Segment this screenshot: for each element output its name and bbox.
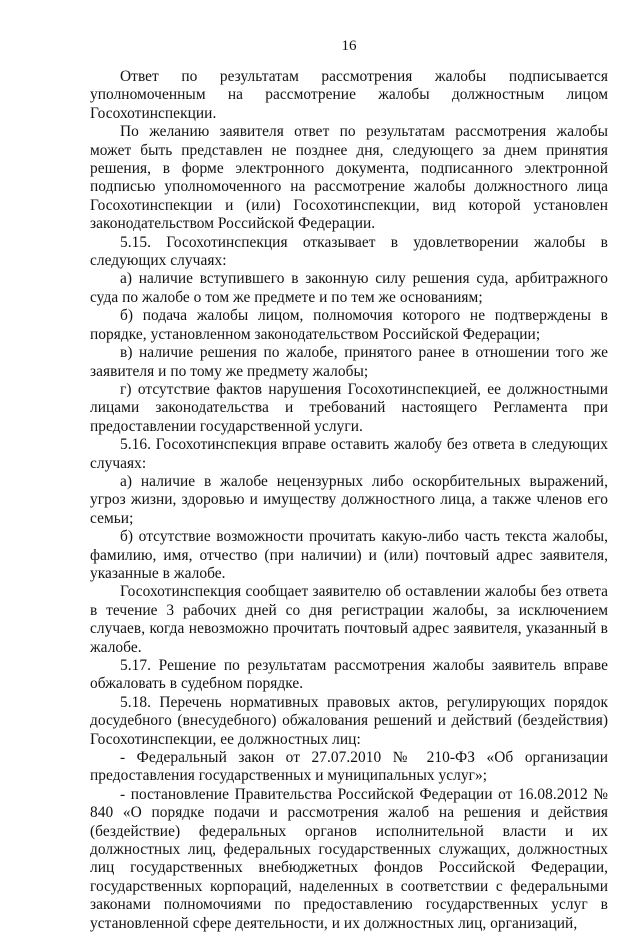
list-item-federal-law: - Федеральный закон от 27.07.2010 № 210-ФЗ «Об организации предоставления государственных и муниципальных услуг»; xyxy=(90,749,608,785)
paragraph-notification: Госохотинспекция сообщает заявителю об оставлении жалобы без ответа в течение 3 рабочих дней со дня регистрации жалобы, за исключением случаев, когда невозможно прочитать почтовый адрес заявителя, указанный в жалобе. xyxy=(90,583,608,656)
paragraph-answer-signed: Ответ по результатам рассмотрения жалобы подписывается уполномоченным на рассмотрение жалобы должностным лицом Госохотинспекции. xyxy=(90,68,608,122)
paragraph-5-17: 5.17. Решение по результатам рассмотрения жалобы заявитель вправе обжаловать в судебном порядке. xyxy=(90,657,608,693)
paragraph-5-15: 5.15. Госохотинспекция отказывает в удовлетворении жалобы в следующих случаях: xyxy=(90,233,608,270)
paragraph-5-16: 5.16. Госохотинспекция вправе оставить жалобу без ответа в следующих случаях: xyxy=(90,436,608,472)
paragraph-electronic-answer: По желанию заявителя ответ по результатам рассмотрения жалобы может быть представлен не позднее дня, следующего за днем принятия решения, в форме электронного документа, подписанного электронной подписью уполномоченного на рассмотрение жалобы должностного лица Госохотинспекции и (или) Госохотинспекции, вид которой установлен законодательством Российской Федерации. xyxy=(90,123,608,233)
paragraph-5-15-b: б) подача жалобы лицом, полномочия которого не подтверждены в порядке, установленном законодательством Российской Федерации; xyxy=(90,307,608,343)
paragraph-5-18: 5.18. Перечень нормативных правовых актов, регулирующих порядок досудебного (внесудебного) обжалования решений и действий (бездействия) Госохотинспекции, ее должностных лиц: xyxy=(90,693,608,748)
page-number: 16 xyxy=(341,38,357,54)
paragraph-5-15-a: а) наличие вступившего в законную силу решения суда, арбитражного суда по жалобе о том же предмете и по тем же основаниям; xyxy=(90,270,608,306)
paragraph-5-15-g: г) отсутствие фактов нарушения Госохотинспекцией, ее должностными лицами законодательства и требований настоящего Регламента при предоставлении государственной услуги. xyxy=(90,380,608,435)
paragraph-5-16-a: а) наличие в жалобе нецензурных либо оскорбительных выражений, угроз жизни, здоровью и имуществу должностного лица, а также членов его семьи; xyxy=(90,472,608,527)
list-item-government-decree: - постановление Правительства Российской Федерации от 16.08.2012 № 840 «О порядке подачи и рассмотрения жалоб на решения и действия (бездействие) федеральных органов исполнительной власти и их должностных лиц, федеральных государственных служащих, должностных лиц государственных внебюджетных фондов Российской Федерации, государственных корпораций, наделенных в соответствии с федеральными законами полномочиями по предоставлению государственных услуг в установленной сфере деятельности, и их должностных лиц, организаций, xyxy=(90,785,608,932)
paragraph-5-15-v: в) наличие решения по жалобе, принятого ранее в отношении того же заявителя и по тому же предмету жалобы; xyxy=(90,344,608,380)
paragraph-5-16-b: б) отсутствие возможности прочитать какую-либо часть текста жалобы, фамилию, имя, отчество (при наличии) и (или) почтовый адрес заявителя, указанные в жалобе. xyxy=(90,528,608,582)
